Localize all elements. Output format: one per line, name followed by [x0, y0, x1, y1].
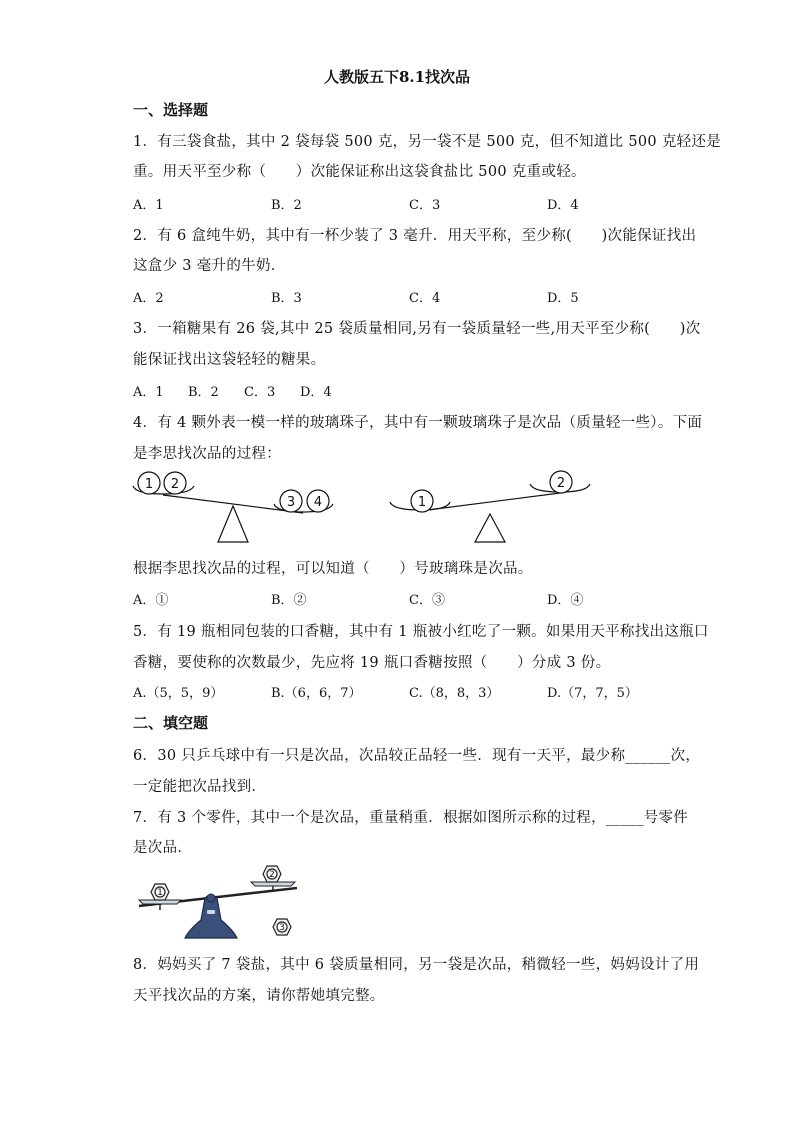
- right-balance-beam: [417, 493, 560, 511]
- q2-option-a[interactable]: A．2: [133, 291, 164, 306]
- q7-scale-figure: [133, 864, 303, 944]
- q4-option-d[interactable]: D．④: [547, 593, 584, 608]
- q4-line2: 是李思找次品的过程：: [133, 446, 281, 462]
- q2-option-d[interactable]: D．5: [547, 291, 579, 306]
- part-1-label: 1: [157, 888, 163, 898]
- q1-option-a[interactable]: A．1: [133, 198, 164, 213]
- q6-line2: 一定能把次品找到．: [133, 779, 267, 795]
- q4-line1: 4．有 4 颗外表一模一样的玻璃珠子，其中有一颗玻璃珠子是次品（质量轻一些）。下面: [133, 415, 703, 431]
- q7-line1: 7．有 3 个零件，其中一个是次品，重量稍重．根据如图所示称的过程，_____号零件: [133, 810, 689, 826]
- ball-4-label: 4: [313, 495, 323, 510]
- q7-line2: 是次品．: [133, 840, 193, 856]
- q3-option-a[interactable]: A．1: [133, 385, 164, 400]
- q4-option-b[interactable]: B．②: [271, 593, 307, 608]
- ball-1-label: 1: [144, 477, 154, 492]
- q2-option-b[interactable]: B．3: [271, 291, 302, 306]
- ball-1b-label: 1: [417, 495, 427, 510]
- section-heading-fill: 二、填空题: [133, 714, 209, 732]
- left-balance-fulcrum: [218, 506, 248, 542]
- ball-2b-label: 2: [556, 476, 566, 491]
- q8-line2: 天平找次品的方案，请你帮她填完整。: [133, 988, 385, 1004]
- q6-line1: 6．30 只乒乓球中有一只是次品，次品较正品轻一些．现有一天平，最少称______次，: [133, 748, 701, 764]
- part-3-label: 3: [279, 923, 285, 933]
- q3-option-b[interactable]: B．2: [188, 385, 219, 400]
- q5-option-d[interactable]: D.（7，7，5）: [547, 686, 638, 701]
- q3-line2: 能保证找出这袋轻轻的糖果。: [133, 352, 326, 368]
- q1-option-d[interactable]: D．4: [547, 198, 579, 213]
- q1-option-c[interactable]: C．3: [409, 198, 441, 213]
- ball-2-label: 2: [170, 477, 180, 492]
- q4-line3: 根据李思找次品的过程，可以知道（ ）号玻璃珠是次品。: [133, 561, 533, 577]
- q1-line2: 重。用天平至少称（ ）次能保证称出这袋食盐比 500 克重或轻。: [133, 164, 586, 180]
- q3-option-d[interactable]: D．4: [300, 385, 332, 400]
- right-balance-fulcrum: [475, 514, 505, 542]
- q8-line1: 8．妈妈买了 7 袋盐，其中 6 袋质量相同，另一袋是次品，稍微轻一些，妈妈设计了用: [133, 957, 700, 973]
- q3-option-c[interactable]: C．3: [244, 385, 276, 400]
- q4-balance-figure: [128, 468, 598, 548]
- q3-line1: 3．一箱糖果有 26 袋,其中 25 袋质量相同,另有一袋质量轻一些,用天平至少称( )次: [133, 321, 701, 337]
- part-2-label: 2: [269, 870, 275, 880]
- q5-option-a[interactable]: A.（5，5，9）: [133, 686, 224, 701]
- q2-line1: 2．有 6 盒纯牛奶，其中有一杯少装了 3 毫升．用天平称，至少称( )次能保证找出: [133, 228, 697, 244]
- page-title: 人教版五下8.1找次品: [323, 68, 471, 86]
- q5-option-b[interactable]: B.（6，6，7）: [271, 686, 362, 701]
- q2-option-c[interactable]: C．4: [409, 291, 441, 306]
- q7-scale-pivot: [207, 894, 215, 902]
- q2-line2: 这盒少 3 毫升的牛奶．: [133, 258, 286, 274]
- q4-option-a[interactable]: A．①: [133, 593, 169, 608]
- q5-option-c[interactable]: C.（8，8，3）: [409, 686, 500, 701]
- q4-option-c[interactable]: C．③: [409, 593, 445, 608]
- section-heading-choice: 一、选择题: [133, 101, 209, 119]
- q1-option-b[interactable]: B．2: [271, 198, 302, 213]
- q5-line2: 香糖，要使称的次数最少，先应将 19 瓶口香糖按照（ ）分成 3 份。: [133, 655, 611, 671]
- q5-line1: 5．有 19 瓶相同包装的口香糖，其中有 1 瓶被小红吃了一颗。如果用天平称找出这瓶口: [133, 624, 709, 640]
- ball-3-label: 3: [286, 495, 296, 510]
- q1-line1: 1．有三袋食盐，其中 2 袋每袋 500 克，另一袋不是 500 克，但不知道比 500 克轻还是: [133, 134, 722, 150]
